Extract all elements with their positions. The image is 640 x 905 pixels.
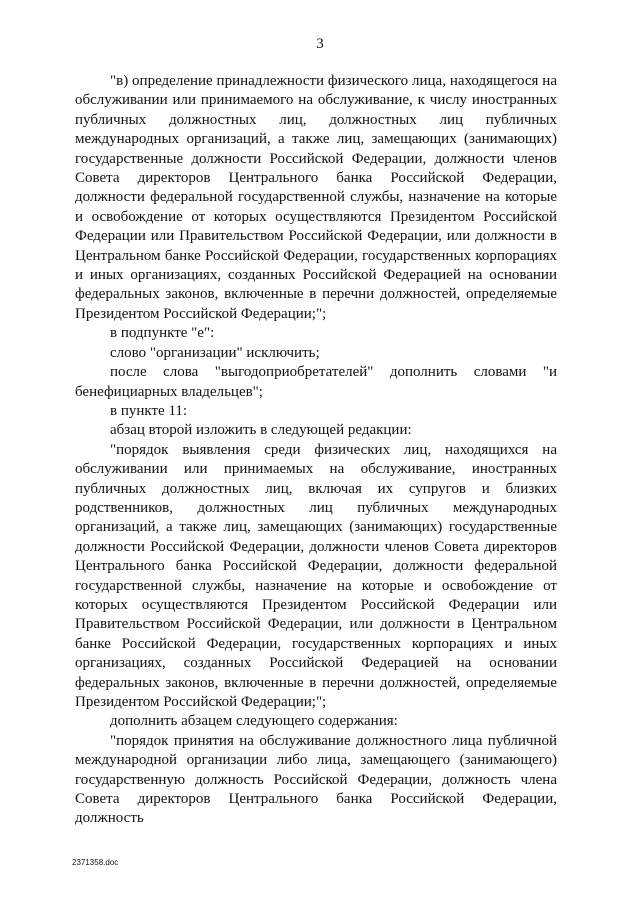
page-number: 3 xyxy=(316,36,324,52)
document-body xyxy=(75,72,557,829)
paragraph-add-abzac: дополнить абзацем следующего содержания: xyxy=(110,713,398,730)
paragraph-definition-v: "в) определение принадлежности физического лица, находящегося на обслуживании или принимаемого на обслуживание, к числу иностранных публичных должностных лиц, должностных лиц публичных международных организаций, а также лиц, замещающих (занимающих) государственные должности Российской Федерации, должности членов Совета директоров Центрального банка Российской Федерации, должности федеральной государственной службы, назначение на которые и освобождение от которых осуществляются Президентом Российской Федерации или Правительством Российской Федерации, или должности в Центральном банке Российской Федерации, государственных корпорациях и иных организациях, созданных Российской Федерацией на основании федеральных законов, включенные в перечни должностей, определяемые Президентом Российской Федерации;"; xyxy=(75,73,557,322)
paragraph-add-words: после слова "выгодоприобретателей" дополнить словами "и бенефициарных владельцев"; xyxy=(75,364,557,400)
paragraph-identification-order: "порядок выявления среди физических лиц, находящихся на обслуживании или принимаемых на обслуживание, иностранных публичных должностных лиц, включая их супругов и близких родственников, должностных лиц публичных международных организаций, а также лиц, замещающих (занимающих) государственные должности Российской Федерации, должности членов Совета директоров Центрального банка Российской Федерации, должности федеральной государственной службы, назначение на которые и освобождение от которых осуществляются Президентом Российской Федерации или Правительством Российской Федерации, или должности в Центральном банке Российской Федерации, государственных корпорациях и иных организациях, созданных Российской Федерацией на основании федеральных законов, включенные в перечни должностей, определяемые Президентом Российской Федерации;"; xyxy=(75,441,557,710)
paragraph-delete-word: слово "организации" исключить; xyxy=(110,344,320,361)
paragraph-subitem-e: в подпункте "е": xyxy=(110,325,215,342)
paragraph-second-abzac: абзац второй изложить в следующей редакции: xyxy=(110,422,412,439)
file-reference: 2371358.doc xyxy=(72,858,119,867)
paragraph-acceptance-order: "порядок принятия на обслуживание должностного лица публичной международной организации либо лица, замещающего (занимающего) государственную должность Российской Федерации, должность члена Совета директоров Центрального банка Российской Федерации, должность xyxy=(75,732,557,827)
paragraph-item-11: в пункте 11: xyxy=(110,402,188,419)
